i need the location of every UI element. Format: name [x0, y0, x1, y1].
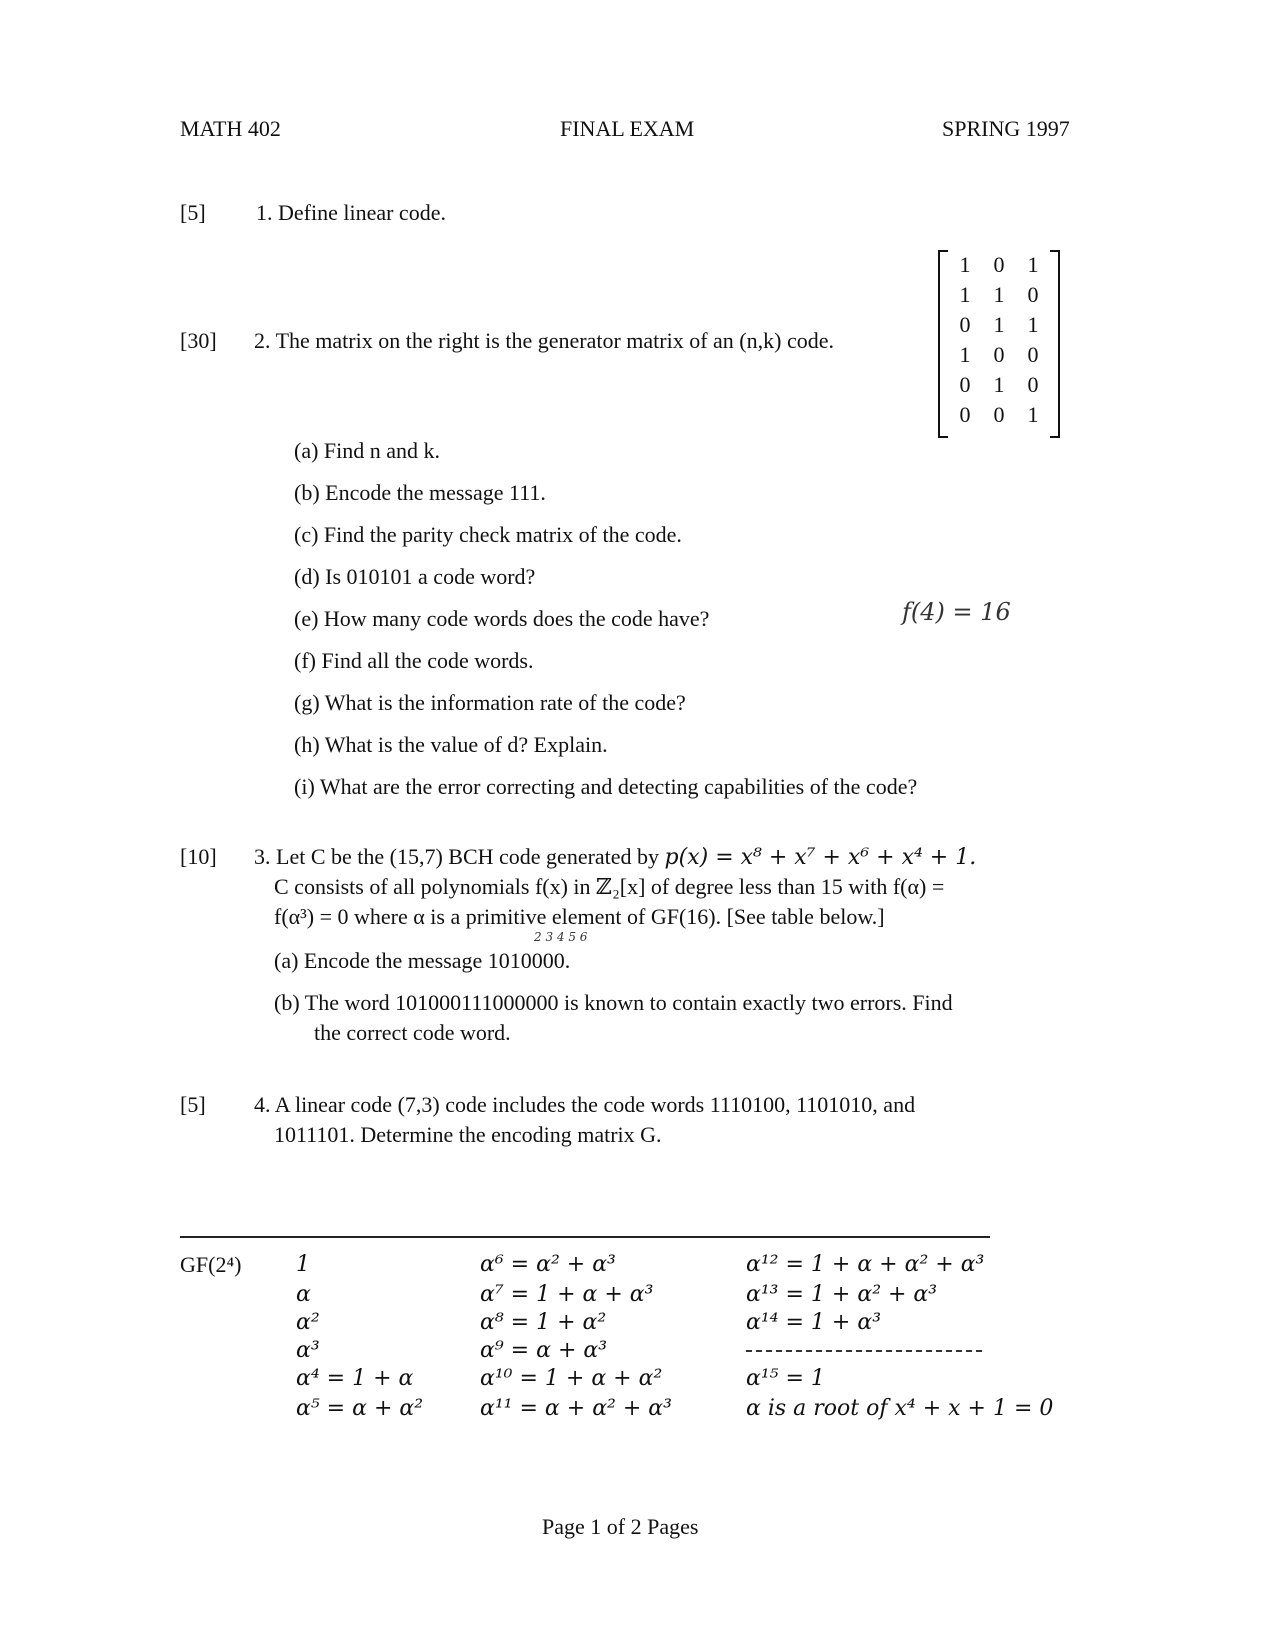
gf-table-entry: α⁵ = α + α² [296, 1396, 424, 1421]
q2-part-a: (a) Find n and k. [294, 438, 441, 463]
matrix-row [940, 372, 1058, 402]
matrix-cell: 1 [1027, 402, 1039, 427]
matrix-cell: 1 [959, 342, 971, 367]
gf-table-root-note: α is a root of x⁴ + x + 1 = 0 [746, 1396, 1054, 1421]
exam-title: FINAL EXAM [560, 116, 695, 141]
q2-part-h: (h) What is the value of d? Explain. [294, 732, 608, 757]
gf-table-entry: α⁴ = 1 + α [296, 1366, 414, 1391]
q3-part-a: (a) Encode the message 1010000. [274, 948, 571, 973]
matrix-cell: 1 [993, 372, 1005, 397]
gf-table-entry: α¹³ = 1 + α² + α³ [746, 1282, 938, 1307]
page-footer: Page 1 of 2 Pages [542, 1514, 699, 1539]
q2-part-g: (g) What is the information rate of the code? [294, 690, 686, 715]
matrix-cell: 0 [959, 402, 971, 427]
gf-table-label: GF(2⁴) [180, 1252, 242, 1277]
matrix-cell: 0 [959, 372, 971, 397]
gf-table-entry: α⁸ = 1 + α² [480, 1310, 607, 1335]
q4-line2: 1011101. Determine the encoding matrix G. [274, 1122, 662, 1147]
matrix-row [940, 252, 1058, 282]
table-dashed-separator [746, 1350, 982, 1352]
gf-table-entry: α¹¹ = α + α² + α³ [480, 1396, 672, 1421]
exam-term: SPRING 1997 [942, 116, 1070, 141]
matrix-cell: 1 [1027, 252, 1039, 277]
q2-points: [30] [180, 328, 217, 353]
handwritten-annotation: f(4) = 16 [902, 598, 1011, 626]
course-label: MATH 402 [180, 116, 281, 141]
q3-intro [254, 844, 976, 870]
gf-table-entry: α⁶ = α² + α³ [480, 1252, 616, 1277]
q4-line1: 4. A linear code (7,3) code includes the code words 1110100, 1101010, and [254, 1092, 916, 1117]
q2-part-b: (b) Encode the message 111. [294, 480, 546, 505]
q3-line1-text: 3. Let C be the (15,7) BCH code generated by [254, 844, 660, 869]
matrix-cell: 0 [959, 312, 971, 337]
q3-part-b-line1: (b) The word 101000111000000 is known to contain exactly two errors. Find [274, 990, 953, 1015]
matrix-cell: 0 [993, 402, 1005, 427]
matrix-cell: 0 [993, 252, 1005, 277]
q2-part-d: (d) Is 010101 a code word? [294, 564, 536, 589]
q2-part-e: (e) How many code words does the code have? [294, 606, 710, 631]
handwritten-annotation: 2 3 4 5 6 [534, 930, 588, 944]
matrix-row [940, 312, 1058, 342]
matrix-cell: 0 [993, 342, 1005, 367]
table-top-rule [180, 1236, 990, 1238]
gf-table-entry: α¹⁴ = 1 + α³ [746, 1310, 882, 1335]
gf-table-entry: 1 [296, 1252, 310, 1277]
gf-table-entry: α¹⁰ = 1 + α + α² [480, 1366, 663, 1391]
q4-points: [5] [180, 1092, 206, 1117]
q3-points: [10] [180, 844, 217, 869]
matrix-cell: 1 [993, 312, 1005, 337]
gf-table-entry: α [296, 1282, 311, 1307]
matrix-cell: 0 [1027, 282, 1039, 307]
matrix-row [940, 342, 1058, 372]
matrix-row [940, 402, 1058, 432]
gf-table-entry: α² [296, 1310, 320, 1335]
q3-part-b-line2: the correct code word. [314, 1020, 511, 1045]
matrix-cell: 1 [993, 282, 1005, 307]
q2-part-f: (f) Find all the code words. [294, 648, 534, 673]
gf-table-entry: α⁷ = 1 + α + α³ [480, 1282, 654, 1307]
generator-matrix [938, 250, 1060, 438]
matrix-row [940, 282, 1058, 312]
q3-line3: f(α³) = 0 where α is a primitive element of GF(16). [See table below.] [274, 904, 885, 929]
q1-points: [5] [180, 200, 206, 225]
q2-part-i: (i) What are the error correcting and detecting capabilities of the code? [294, 774, 918, 799]
matrix-cell: 0 [1027, 342, 1039, 367]
q1-text: 1. Define linear code. [256, 200, 446, 225]
matrix-cell: 1 [1027, 312, 1039, 337]
q3-line2: C consists of all polynomials f(x) in ℤ₂[x] of degree less than 15 with f(α) = [274, 874, 945, 899]
q2-part-c: (c) Find the parity check matrix of the code. [294, 522, 682, 547]
q3-generator-polynomial: p(x) = x⁸ + x⁷ + x⁶ + x⁴ + 1. [664, 845, 977, 870]
q2-text: 2. The matrix on the right is the generator matrix of an (n,k) code. [254, 328, 834, 353]
matrix-cell: 0 [1027, 372, 1039, 397]
matrix-cell: 1 [959, 252, 971, 277]
gf-table-entry: α³ [296, 1338, 320, 1363]
gf-table-entry: α⁹ = α + α³ [480, 1338, 608, 1363]
gf-table-entry: α¹⁵ = 1 [746, 1366, 825, 1391]
matrix-cell: 1 [959, 282, 971, 307]
gf-table-entry: α¹² = 1 + α + α² + α³ [746, 1252, 985, 1277]
